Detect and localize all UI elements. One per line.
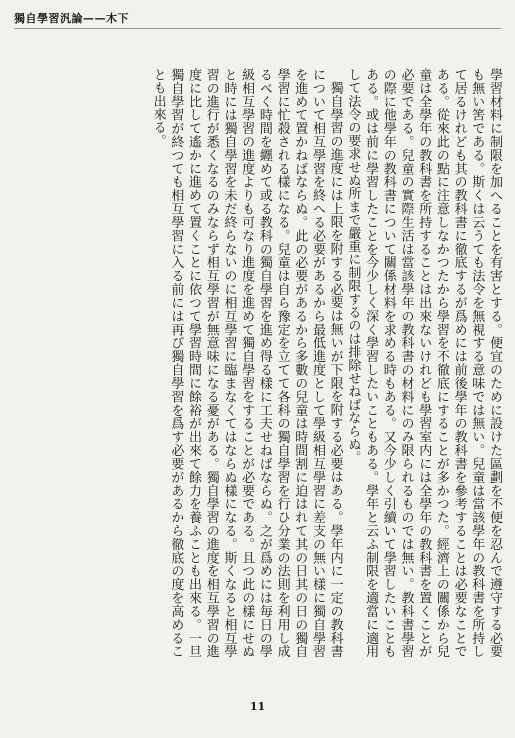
paragraph-2: 獨自學習の進度には上限を附する必要は無いが下限を附する必要はある。學年内に一定の教科書について相互學習を終へる必要があるから最低進度として學級相互學習に差支の無い樣に獨自學習を進めて置かねばならぬ。此の必要があるから多數の兒童は時間割に迫はれて其の日其の日の獨自學習に忙殺される樣になる。兒童は自ら豫定を立てて各科の獨自學習を行ひ分業の法則を利用し成るべく時間を纒めて或る教科の獨自學習を進め得る樣に工夫せねばならぬ。之が爲めには毎日の學級相互學習の進度よりも可なり進度を進めて獨自學習をすることが必要である。且つ此の樣にせぬと時には獨自學習を未だ終らないのに相互學習に臨まなくてはならぬ樣になる。斯くなると相互學習の進行が悉くなるのみならず相互學習が無意味になる憂がある。獨自學習の進度を相互學習の進度に比して遙かに進めて置くことに依つて學習時間に餘裕が出來て餘力を養ふことも出來る。一旦獨自學習が終つても相互學習に入る前には再び獨自學習を爲す必要があるから徹底の度を高めることも出來る。 bbox=[150, 68, 343, 658]
page-number: 11 bbox=[249, 700, 266, 713]
header-rule bbox=[14, 28, 501, 29]
paragraph-1: 學習材料に制限を加へることを有害とする。便宜のために設けた區劃を不便を忍んで遵守する必要も無い筈である。斯くは云うても法令を無視する意味では無い。兒童は當該學年の教科書を所持して居るけれども其の教科書に徹底するが爲めには前後學年の教科書を參考することは必要なことである。從來此の點に注意しなかつたから學習を不徹底にすることが多かつた。經濟上の關係から兒童は全學年の教科書を所持することは出來ないけれども學習室内には全學年の教科書を置くことが必要である。兒童の實際生活は當該學年の教科書の材料にのみ限られるものでは無い。教科書學習の際に他學年の教科書について關係材料を求める時もある。又今少しく引續いて學習したいこともある。或は前に學習したことを今少しく深く學習したいこともある。學年と云ふ制限を適當に適用して法令の要求せぬ所まで嚴重に制限するのは排除せねばならぬ。 bbox=[345, 68, 502, 658]
vertical-body-text bbox=[9, 68, 503, 658]
running-title: 獨自學習汎論——木下 bbox=[14, 12, 129, 25]
